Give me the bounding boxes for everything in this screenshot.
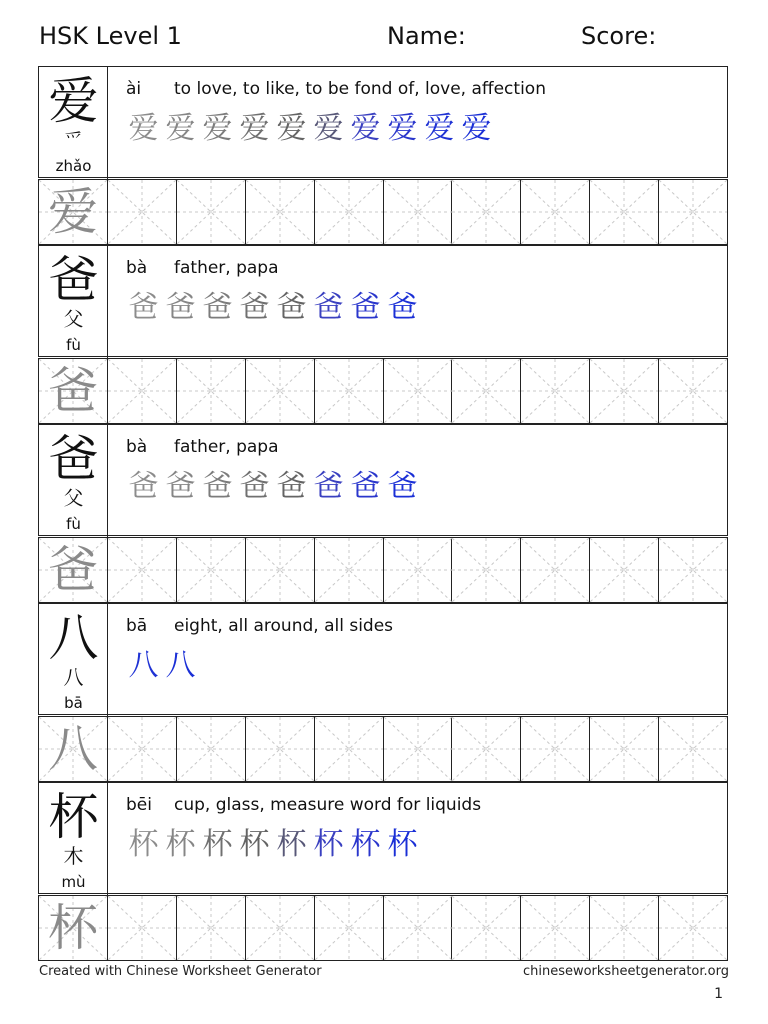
- guide-lines: [521, 717, 589, 781]
- guide-lines: [659, 896, 727, 960]
- guide-lines: [521, 180, 589, 244]
- practice-cell[interactable]: [315, 179, 384, 244]
- practice-cell[interactable]: [521, 179, 590, 244]
- practice-cell[interactable]: [590, 716, 659, 781]
- trace-character: 爸: [239, 290, 270, 325]
- trace-character: 杯: [165, 827, 196, 862]
- practice-cell[interactable]: [590, 895, 659, 960]
- trace-character: 爸: [276, 469, 307, 504]
- guide-lines: [108, 538, 176, 602]
- trace-character: 爸: [128, 469, 159, 504]
- character-cell: [39, 67, 108, 179]
- practice-cell[interactable]: [521, 716, 590, 781]
- practice-row: [38, 716, 728, 782]
- character-block: [38, 66, 730, 245]
- pinyin-label: bēi: [126, 795, 152, 815]
- trace-guide-character: 八: [48, 720, 98, 778]
- trace-character: 爸: [387, 290, 418, 325]
- practice-cell[interactable]: [246, 537, 315, 602]
- practice-cell[interactable]: [246, 895, 315, 960]
- practice-cell[interactable]: [659, 716, 728, 781]
- trace-character: 杯: [313, 827, 344, 862]
- trace-guide-character: 爸: [48, 541, 98, 599]
- trace-character: 爱: [128, 111, 159, 146]
- guide-lines: [177, 717, 245, 781]
- trace-character: 杯: [202, 827, 233, 862]
- guide-lines: [521, 538, 589, 602]
- guide-lines: [315, 180, 383, 244]
- character-info-row: [38, 245, 728, 357]
- guide-lines: [315, 359, 383, 423]
- practice-cell[interactable]: [452, 179, 521, 244]
- guide-lines: [590, 538, 658, 602]
- guide-lines: [108, 717, 176, 781]
- guide-lines: [384, 359, 452, 423]
- trace-character: 爱: [313, 111, 344, 146]
- trace-character: 爸: [313, 469, 344, 504]
- guide-lines: [384, 180, 452, 244]
- trace-character: 爸: [165, 469, 196, 504]
- practice-cell[interactable]: [315, 895, 384, 960]
- trace-character: 爱: [239, 111, 270, 146]
- trace-guide-character: 杯: [48, 899, 98, 957]
- practice-cell[interactable]: [590, 537, 659, 602]
- guide-lines: [384, 538, 452, 602]
- trace-character: 爸: [165, 290, 196, 325]
- trace-character: 爱: [350, 111, 381, 146]
- pinyin-label: bà: [126, 437, 148, 457]
- trace-row: [125, 288, 421, 328]
- radical-character: 父: [63, 307, 84, 331]
- trace-character: 爱: [387, 111, 418, 146]
- practice-row: [38, 895, 728, 961]
- guide-lines: [521, 359, 589, 423]
- guide-lines: [177, 180, 245, 244]
- practice-cell[interactable]: [108, 895, 177, 960]
- trace-character: 爸: [239, 469, 270, 504]
- practice-cell[interactable]: [315, 537, 384, 602]
- trace-character: 爸: [202, 290, 233, 325]
- guide-lines: [452, 896, 520, 960]
- radical-pinyin: fù: [66, 336, 81, 354]
- radical-character: 八: [63, 665, 84, 689]
- guide-lines: [108, 359, 176, 423]
- radical-pinyin: mù: [61, 873, 86, 891]
- character-cell: [39, 246, 108, 358]
- practice-cell[interactable]: [39, 358, 108, 423]
- main-character: 爸: [48, 430, 99, 488]
- practice-cell[interactable]: [177, 358, 246, 423]
- practice-cell[interactable]: [315, 358, 384, 423]
- footer-credit: Created with Chinese Worksheet Generator: [39, 964, 322, 979]
- radical-pinyin: zhǎo: [55, 157, 92, 175]
- trace-row: [125, 467, 421, 507]
- worksheet-title: HSK Level 1: [39, 22, 182, 50]
- character-block: [38, 782, 730, 961]
- practice-cell[interactable]: [246, 716, 315, 781]
- trace-character: 爸: [350, 469, 381, 504]
- practice-cell[interactable]: [384, 716, 453, 781]
- practice-cell[interactable]: [659, 895, 728, 960]
- character-info-row: [38, 782, 728, 894]
- guide-lines: [315, 717, 383, 781]
- trace-row: [125, 109, 495, 149]
- trace-character: 杯: [128, 827, 159, 862]
- radical-character: 爫: [63, 128, 84, 152]
- page-number: 1: [714, 986, 723, 1002]
- practice-cell[interactable]: [108, 716, 177, 781]
- trace-character: 爸: [350, 290, 381, 325]
- trace-guide-character: 爱: [48, 183, 98, 241]
- trace-character: 爸: [276, 290, 307, 325]
- guide-lines: [384, 717, 452, 781]
- guide-lines: [452, 717, 520, 781]
- practice-cell[interactable]: [384, 179, 453, 244]
- pinyin-label: bā: [126, 616, 148, 636]
- practice-cell[interactable]: [246, 358, 315, 423]
- trace-character: 杯: [387, 827, 418, 862]
- trace-character: 爱: [424, 111, 455, 146]
- practice-cell[interactable]: [590, 358, 659, 423]
- practice-cell[interactable]: [384, 895, 453, 960]
- trace-guide-character: 爸: [48, 362, 98, 420]
- practice-cell[interactable]: [384, 537, 453, 602]
- main-character: 八: [48, 609, 99, 667]
- practice-cell[interactable]: [521, 358, 590, 423]
- practice-cell[interactable]: [452, 537, 521, 602]
- guide-lines: [315, 896, 383, 960]
- trace-character: 杯: [350, 827, 381, 862]
- guide-lines: [108, 180, 176, 244]
- footer-website: chineseworksheetgenerator.org: [522, 964, 729, 979]
- pinyin-label: bà: [126, 258, 148, 278]
- score-label: Score:: [581, 22, 657, 50]
- guide-lines: [659, 359, 727, 423]
- practice-cell[interactable]: [521, 895, 590, 960]
- practice-cell[interactable]: [384, 358, 453, 423]
- character-block: [38, 424, 730, 603]
- guide-lines: [659, 180, 727, 244]
- guide-lines: [590, 896, 658, 960]
- guide-lines: [590, 180, 658, 244]
- guide-lines: [659, 538, 727, 602]
- radical-pinyin: bā: [64, 694, 83, 712]
- practice-cell[interactable]: [177, 537, 246, 602]
- guide-lines: [315, 538, 383, 602]
- trace-character: 杯: [239, 827, 270, 862]
- main-character: 爱: [48, 72, 99, 130]
- guide-lines: [452, 538, 520, 602]
- guide-lines: [590, 717, 658, 781]
- pinyin-label: ài: [126, 79, 142, 99]
- trace-character: 爱: [461, 111, 492, 146]
- guide-lines: [246, 180, 314, 244]
- practice-cell[interactable]: [659, 537, 728, 602]
- trace-character: 八: [128, 648, 159, 683]
- trace-character: 爱: [165, 111, 196, 146]
- trace-character: 爸: [387, 469, 418, 504]
- practice-row: [38, 358, 728, 424]
- trace-row: [125, 646, 199, 686]
- guide-lines: [452, 180, 520, 244]
- radical-pinyin: fù: [66, 515, 81, 533]
- guide-lines: [590, 359, 658, 423]
- guide-lines: [108, 896, 176, 960]
- practice-cell[interactable]: [39, 716, 108, 781]
- guide-lines: [659, 717, 727, 781]
- guide-lines: [384, 896, 452, 960]
- practice-cell[interactable]: [590, 179, 659, 244]
- guide-lines: [246, 717, 314, 781]
- trace-character: 八: [165, 648, 196, 683]
- radical-character: 木: [63, 844, 84, 868]
- main-character: 杯: [48, 788, 99, 846]
- practice-row: [38, 537, 728, 603]
- guide-lines: [246, 896, 314, 960]
- worksheet-grid: [38, 66, 730, 960]
- practice-cell[interactable]: [452, 358, 521, 423]
- guide-lines: [177, 896, 245, 960]
- practice-cell[interactable]: [452, 895, 521, 960]
- practice-cell[interactable]: [315, 716, 384, 781]
- character-info-row: [38, 424, 728, 536]
- practice-cell[interactable]: [108, 358, 177, 423]
- meaning-text: to love, to like, to be fond of, love, affection: [174, 79, 546, 99]
- trace-character: 杯: [276, 827, 307, 862]
- practice-cell[interactable]: [39, 895, 108, 960]
- meaning-text: father, papa: [174, 258, 279, 278]
- practice-cell[interactable]: [659, 358, 728, 423]
- character-cell: [39, 425, 108, 537]
- practice-cell[interactable]: [452, 716, 521, 781]
- trace-character: 爸: [313, 290, 344, 325]
- character-block: [38, 603, 730, 782]
- character-info-row: [38, 66, 728, 178]
- trace-character: 爸: [128, 290, 159, 325]
- guide-lines: [177, 538, 245, 602]
- practice-cell[interactable]: [177, 716, 246, 781]
- guide-lines: [521, 896, 589, 960]
- practice-cell[interactable]: [39, 179, 108, 244]
- trace-character: 爱: [276, 111, 307, 146]
- character-cell: [39, 783, 108, 895]
- practice-row: [38, 179, 728, 245]
- guide-lines: [452, 359, 520, 423]
- practice-cell[interactable]: [521, 537, 590, 602]
- guide-lines: [177, 359, 245, 423]
- guide-lines: [246, 538, 314, 602]
- main-character: 爸: [48, 251, 99, 309]
- trace-character: 爱: [202, 111, 233, 146]
- practice-cell[interactable]: [108, 179, 177, 244]
- meaning-text: father, papa: [174, 437, 279, 457]
- guide-lines: [246, 359, 314, 423]
- character-cell: [39, 604, 108, 716]
- practice-cell[interactable]: [108, 537, 177, 602]
- radical-character: 父: [63, 486, 84, 510]
- practice-cell[interactable]: [39, 537, 108, 602]
- meaning-text: cup, glass, measure word for liquids: [174, 795, 482, 815]
- practice-cell[interactable]: [177, 895, 246, 960]
- name-label: Name:: [387, 22, 466, 50]
- practice-cell[interactable]: [659, 179, 728, 244]
- character-block: [38, 245, 730, 424]
- practice-cell[interactable]: [177, 179, 246, 244]
- trace-character: 爸: [202, 469, 233, 504]
- character-info-row: [38, 603, 728, 715]
- practice-cell[interactable]: [246, 179, 315, 244]
- meaning-text: eight, all around, all sides: [174, 616, 394, 636]
- trace-row: [125, 825, 421, 865]
